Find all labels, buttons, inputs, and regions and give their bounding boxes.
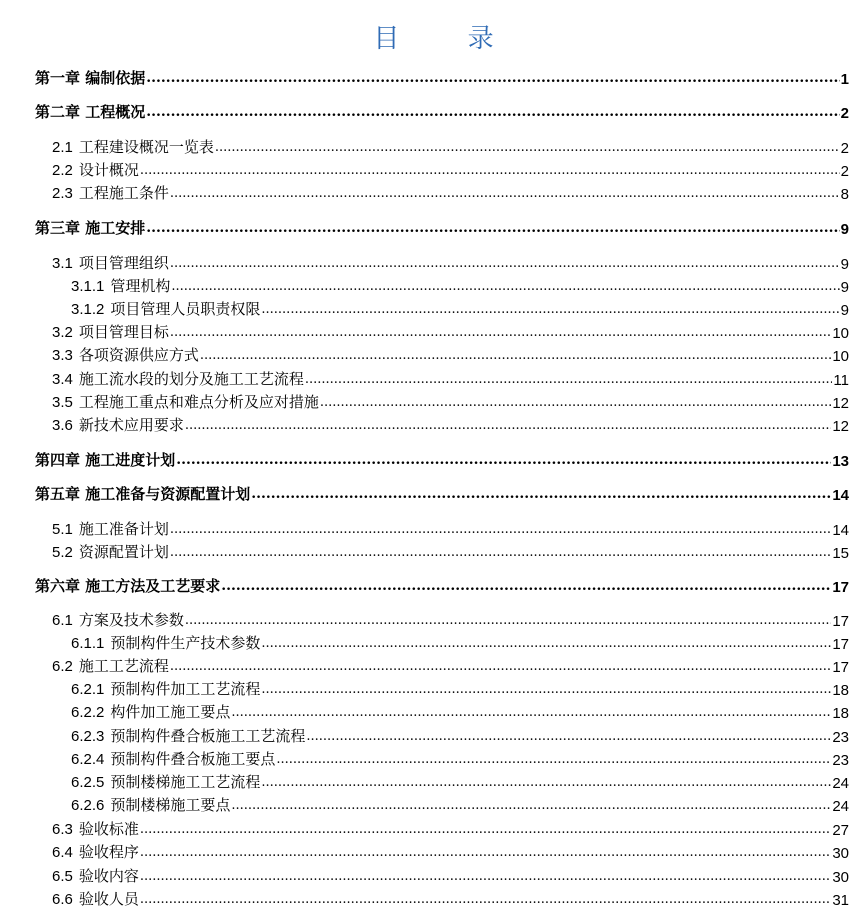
toc-entry[interactable] (0, 724, 867, 746)
toc-entry-text: 构件加工施工要点 (110, 703, 231, 721)
toc-entry-text: 工程建设概况一览表 (78, 138, 214, 156)
toc-leader-dots (305, 373, 833, 389)
toc-entry[interactable] (0, 100, 867, 122)
toc-entry-number: 6.5 (52, 868, 73, 885)
toc-entry-number: 第四章 (35, 452, 81, 469)
toc-leader-dots (231, 706, 831, 722)
toc-entry-text: 施工安排 (80, 219, 146, 237)
toc-leader-dots (215, 141, 840, 157)
toc-leader-dots (261, 637, 831, 653)
toc-entry-number: 3.1 (52, 255, 73, 272)
toc-entry[interactable] (0, 770, 867, 792)
toc-entry[interactable] (0, 747, 867, 769)
toc-entry-number: 3.5 (52, 394, 73, 411)
toc-entry-label (52, 655, 169, 676)
toc-leader-dots (170, 326, 831, 342)
toc-leader-dots (185, 419, 831, 435)
toc-entry-text: 施工流水段的划分及施工工艺流程 (78, 370, 304, 388)
toc-entry-text: 工程概况 (80, 103, 146, 121)
toc-entry-label (35, 101, 145, 122)
toc-leader-dots (146, 71, 839, 88)
toc-entry[interactable] (0, 887, 867, 909)
toc-entry-number: 5.1 (52, 521, 73, 538)
toc-leader-dots (276, 753, 831, 769)
toc-entry-text: 设计概况 (78, 161, 139, 179)
toc-entry-number: 6.2 (52, 658, 73, 675)
toc-page-number: 8 (840, 186, 849, 203)
toc-entry-label (52, 252, 169, 273)
toc-page-number: 12 (832, 395, 849, 412)
toc-page-number: 10 (832, 325, 849, 342)
toc-page-number: 23 (832, 752, 849, 769)
toc-entry-label (71, 275, 170, 296)
toc-leader-dots (320, 396, 831, 412)
toc-entry[interactable] (0, 158, 867, 180)
toc-page-number: 2 (840, 140, 849, 157)
toc-leader-dots (140, 846, 831, 862)
toc-entry-text: 项目管理组织 (78, 254, 169, 272)
toc-entry[interactable] (0, 817, 867, 839)
toc-entry-label (52, 321, 169, 342)
toc-leader-dots (176, 453, 831, 470)
toc-entry-label (71, 771, 260, 792)
toc-leader-dots (170, 257, 840, 273)
toc-entry-label (71, 298, 260, 319)
toc-page-number: 9 (840, 302, 849, 319)
toc-entry[interactable] (0, 574, 867, 596)
toc-page-number: 12 (832, 418, 849, 435)
toc-page-number: 14 (832, 522, 849, 539)
toc-entry[interactable] (0, 608, 867, 630)
toc-entry-text: 施工准备计划 (78, 520, 169, 538)
toc-entry-number: 2.2 (52, 162, 73, 179)
toc-entry-number: 6.6 (52, 891, 73, 908)
toc-entry-number: 2.3 (52, 185, 73, 202)
toc-entry[interactable] (0, 654, 867, 676)
toc-entry-label (71, 794, 230, 815)
toc-entry-number: 3.1.1 (71, 278, 105, 295)
toc-entry[interactable] (0, 343, 867, 365)
toc-entry-text: 预制构件加工工艺流程 (110, 680, 261, 698)
toc-leader-dots (306, 730, 831, 746)
toc-entry[interactable] (0, 367, 867, 389)
toc-page-number: 18 (832, 682, 849, 699)
toc-entry-number: 第五章 (35, 486, 81, 503)
toc-entry-number: 第六章 (35, 578, 81, 595)
toc-entry-text: 施工进度计划 (80, 451, 176, 469)
toc-leader-dots (140, 164, 840, 180)
toc-entry-number: 6.1.1 (71, 635, 105, 652)
toc-entry[interactable] (0, 448, 867, 470)
toc-entry-number: 6.2.5 (71, 774, 105, 791)
toc-entry-label (52, 818, 139, 839)
toc-leader-dots (171, 280, 839, 296)
toc-entry-number: 6.2.2 (71, 704, 105, 721)
toc-entry-label (35, 449, 175, 470)
toc-entry[interactable] (0, 66, 867, 88)
toc-entry-label (52, 865, 139, 886)
toc-page-number: 13 (832, 453, 849, 470)
toc-entry-text: 编制依据 (80, 69, 146, 87)
toc-entry[interactable] (0, 840, 867, 862)
toc-entry[interactable] (0, 517, 867, 539)
toc-entry-number: 3.6 (52, 417, 73, 434)
toc-leader-dots (261, 303, 839, 319)
toc-page-number: 23 (832, 729, 849, 746)
toc-entry[interactable] (0, 482, 867, 504)
toc-entry[interactable] (0, 700, 867, 722)
toc-entry-label (71, 748, 275, 769)
toc-leader-dots (140, 893, 831, 909)
toc-entry-text: 验收内容 (78, 867, 139, 885)
toc-entry-text: 新技术应用要求 (78, 416, 184, 434)
toc-page-number: 17 (832, 613, 849, 630)
toc-page-number: 24 (832, 775, 849, 792)
toc-entry-label (52, 182, 169, 203)
toc-entry[interactable] (0, 864, 867, 886)
toc-leader-dots (221, 579, 831, 596)
toc-entry[interactable] (0, 631, 867, 653)
toc-entry-text: 预制构件叠合板施工要点 (110, 750, 276, 768)
toc-entry-text: 预制楼梯施工要点 (110, 796, 231, 814)
toc-page-number: 2 (840, 163, 849, 180)
toc-entry-text: 项目管理目标 (78, 323, 169, 341)
toc-entry[interactable] (0, 216, 867, 238)
toc-entry-number: 3.3 (52, 347, 73, 364)
toc-leader-dots (140, 823, 831, 839)
toc-page-number: 14 (832, 487, 849, 504)
toc-entry-number: 第二章 (35, 104, 81, 121)
toc-entry[interactable] (0, 413, 867, 435)
toc-entry-number: 6.2.1 (71, 681, 105, 698)
toc-entry-number: 6.4 (52, 844, 73, 861)
toc-entry-label (52, 609, 184, 630)
toc-entry-text: 验收程序 (78, 843, 139, 861)
toc-entry-text: 施工工艺流程 (78, 657, 169, 675)
toc-entry-text: 工程施工条件 (78, 184, 169, 202)
toc-entry-number: 2.1 (52, 139, 73, 156)
toc-leader-dots (170, 546, 831, 562)
toc-entry-label (35, 575, 220, 596)
toc-entry-text: 预制楼梯施工工艺流程 (110, 773, 261, 791)
toc-page-number: 31 (832, 892, 849, 909)
toc-page-number: 30 (832, 869, 849, 886)
toc-leader-dots (146, 105, 839, 122)
toc-entry-text: 预制构件叠合板施工工艺流程 (110, 727, 306, 745)
toc-entry[interactable] (0, 390, 867, 412)
toc-leader-dots (140, 870, 831, 886)
toc-page-number: 30 (832, 845, 849, 862)
toc-entry-number: 3.1.2 (71, 301, 105, 318)
toc-entry-number: 6.2.4 (71, 751, 105, 768)
toc-page-number: 27 (832, 822, 849, 839)
toc-entry-label (52, 518, 169, 539)
toc-page-number: 10 (832, 348, 849, 365)
toc-entry-text: 工程施工重点和难点分析及应对措施 (78, 393, 319, 411)
toc-page-number: 9 (840, 256, 849, 273)
toc-leader-dots (231, 799, 831, 815)
toc-title: 目 录 (373, 24, 524, 54)
toc-entry-label (71, 632, 260, 653)
toc-entry-text: 验收人员 (78, 890, 139, 908)
toc-page-number: 24 (832, 798, 849, 815)
toc-entry-label (52, 414, 184, 435)
toc-entry-text: 验收标准 (78, 820, 139, 838)
toc-leader-dots (170, 187, 840, 203)
toc-leader-dots (261, 683, 831, 699)
toc-entry-text: 项目管理人员职责权限 (110, 300, 261, 318)
toc-entry-label (52, 541, 169, 562)
toc-entry[interactable] (0, 793, 867, 815)
toc-entry-text: 预制构件生产技术参数 (110, 634, 261, 652)
toc-entry[interactable] (0, 135, 867, 157)
toc-leader-dots (170, 523, 831, 539)
toc-entry-text: 施工方法及工艺要求 (80, 577, 221, 595)
toc-entry-label (52, 136, 214, 157)
toc-entry[interactable] (0, 181, 867, 203)
toc-entry-label (52, 344, 199, 365)
toc-entry-label (35, 483, 250, 504)
toc-leader-dots (146, 221, 839, 238)
toc-page-number: 15 (832, 545, 849, 562)
toc-entry[interactable] (0, 677, 867, 699)
toc-entry-label (52, 368, 304, 389)
toc-entry-label (52, 841, 139, 862)
toc-entry-text: 各项资源供应方式 (78, 346, 199, 364)
toc-entry-label (71, 701, 230, 722)
toc-entry-label (52, 159, 139, 180)
toc-entry-label (71, 725, 305, 746)
toc-entry-number: 5.2 (52, 544, 73, 561)
toc-page-number: 2 (840, 105, 849, 122)
toc-entry-text: 管理机构 (110, 277, 171, 295)
toc-entry-number: 3.2 (52, 324, 73, 341)
toc-entry[interactable] (0, 297, 867, 319)
toc-leader-dots (200, 349, 831, 365)
toc-entry-number: 6.1 (52, 612, 73, 629)
toc-page-number: 18 (832, 705, 849, 722)
toc-entry-number: 3.4 (52, 371, 73, 388)
toc-entry-number: 6.2.6 (71, 797, 105, 814)
toc-entry-label (35, 67, 145, 88)
toc-page-number: 9 (840, 279, 849, 296)
toc-entry-number: 6.2.3 (71, 728, 105, 745)
toc-entry[interactable] (0, 540, 867, 562)
toc-entry[interactable] (0, 251, 867, 273)
toc-page-number: 17 (832, 636, 849, 653)
toc-entry-number: 第三章 (35, 220, 81, 237)
toc-page-number: 17 (832, 579, 849, 596)
toc-page-number: 1 (840, 71, 849, 88)
toc-entry-text: 方案及技术参数 (78, 611, 184, 629)
toc-page-number: 17 (832, 659, 849, 676)
toc-page-number: 9 (840, 221, 849, 238)
toc-entry-label (35, 217, 145, 238)
toc-leader-dots (261, 776, 831, 792)
toc-entry[interactable] (0, 320, 867, 342)
toc-leader-dots (251, 487, 831, 504)
toc-leader-dots (170, 660, 831, 676)
toc-entry-label (71, 678, 260, 699)
toc-entry-number: 第一章 (35, 70, 81, 87)
toc-entry[interactable] (0, 274, 867, 296)
toc-entry-text: 资源配置计划 (78, 543, 169, 561)
toc-leader-dots (185, 614, 831, 630)
toc-page-number: 11 (833, 372, 849, 389)
toc-entry-number: 6.3 (52, 821, 73, 838)
toc-entry-text: 施工准备与资源配置计划 (80, 485, 251, 503)
toc-entry-label (52, 888, 139, 909)
toc-entry-label (52, 391, 319, 412)
